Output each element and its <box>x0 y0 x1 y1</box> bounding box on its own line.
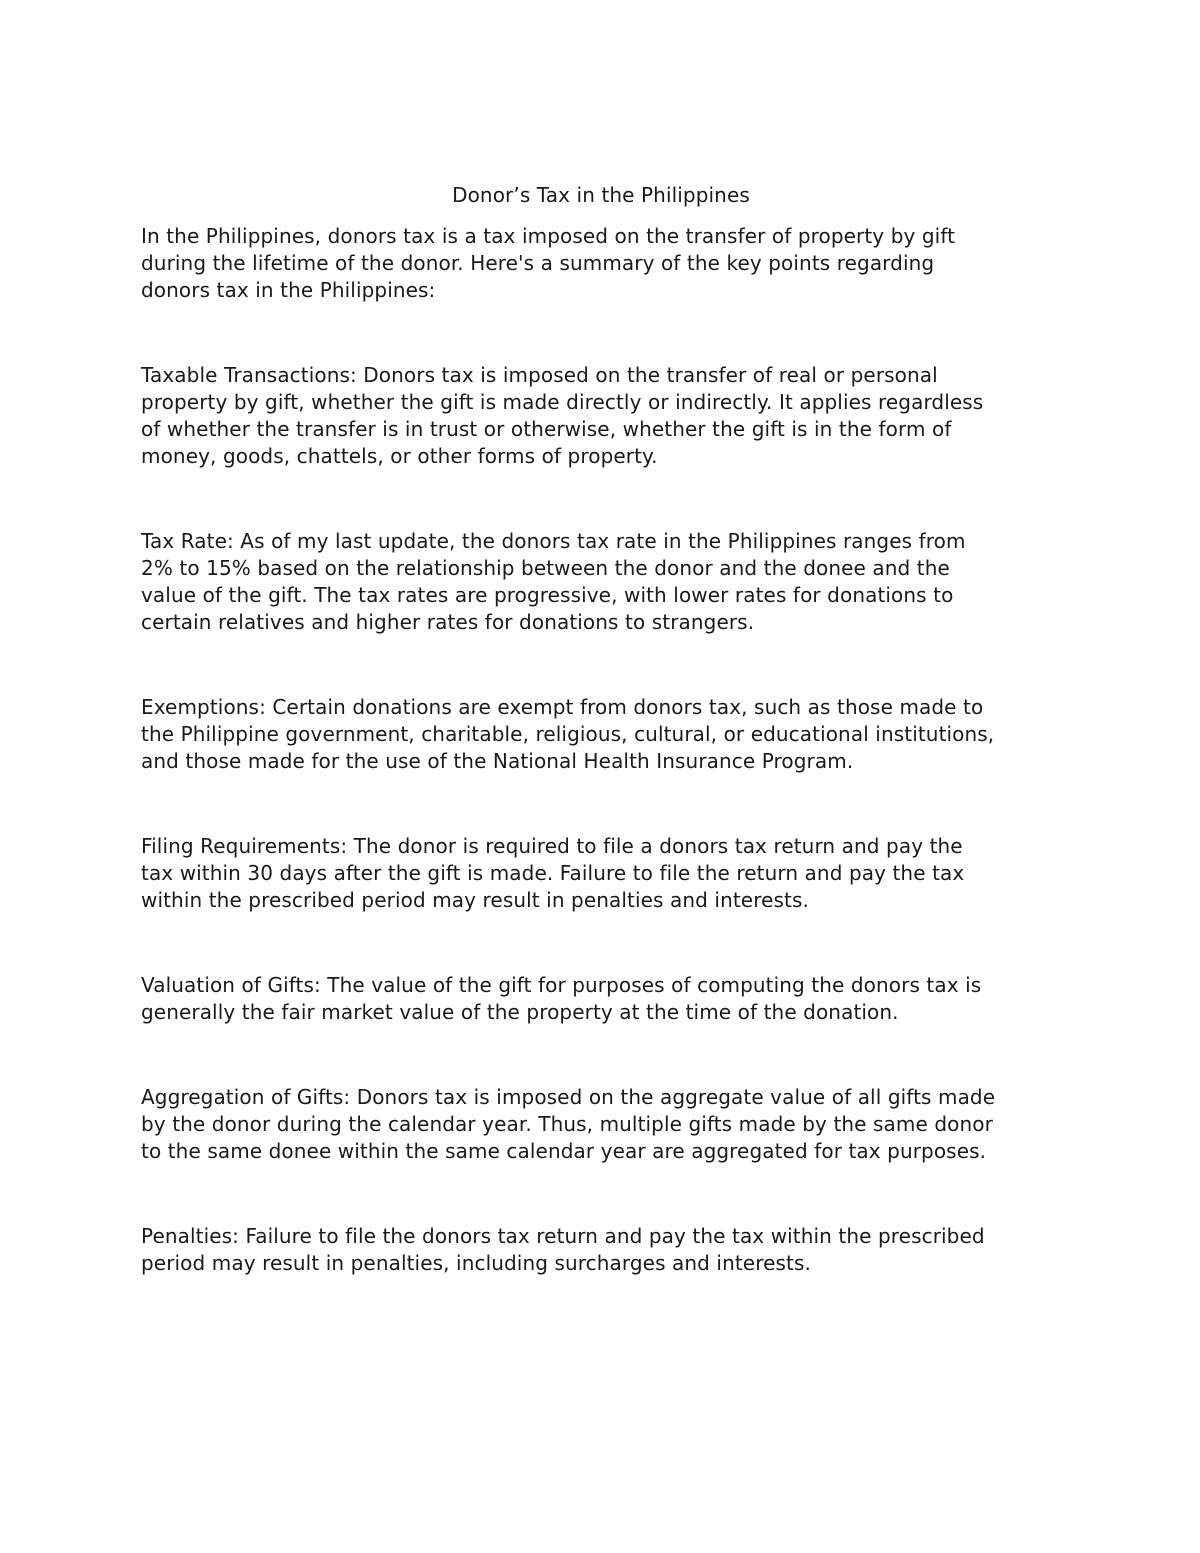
paragraph-line: donors tax in the Philippines: <box>141 278 436 302</box>
document-body <box>141 182 1061 1277</box>
paragraph-line: Exemptions: Certain donations are exempt from donors tax, such as those made to <box>141 695 984 719</box>
paragraph-valuation-of-gifts <box>141 972 1061 1026</box>
document-title: Donor’s Tax in the Philippines <box>452 183 750 207</box>
paragraph-line: the Philippine government, charitable, religious, cultural, or educational institutions, <box>141 722 995 746</box>
paragraph-penalties <box>141 1223 1061 1277</box>
paragraph-line: by the donor during the calendar year. Thus, multiple gifts made by the same donor <box>141 1112 993 1136</box>
paragraph-taxable-transactions <box>141 362 1061 470</box>
paragraph-line: Aggregation of Gifts: Donors tax is imposed on the aggregate value of all gifts made <box>141 1085 996 1109</box>
paragraph-line: to the same donee within the same calendar year are aggregated for tax purposes. <box>141 1139 987 1163</box>
paragraph-line: value of the gift. The tax rates are progressive, with lower rates for donations to <box>141 583 954 607</box>
paragraph-line: Tax Rate: As of my last update, the donors tax rate in the Philippines ranges from <box>141 529 966 553</box>
paragraph-line: generally the fair market value of the property at the time of the donation. <box>141 1000 899 1024</box>
paragraph-filing-requirements <box>141 833 1061 914</box>
paragraph-line: and those made for the use of the National Health Insurance Program. <box>141 749 854 773</box>
paragraph-line: tax within 30 days after the gift is made. Failure to file the return and pay the tax <box>141 861 965 885</box>
paragraph-tax-rate <box>141 528 1061 636</box>
paragraph-line: Taxable Transactions: Donors tax is imposed on the transfer of real or personal <box>141 363 938 387</box>
paragraph-line: In the Philippines, donors tax is a tax imposed on the transfer of property by gift <box>141 224 956 248</box>
paragraph-line: property by gift, whether the gift is made directly or indirectly. It applies regardless <box>141 390 984 414</box>
paragraph-line: period may result in penalties, including surcharges and interests. <box>141 1251 811 1275</box>
paragraph-exemptions <box>141 694 1061 775</box>
paragraph-aggregation-of-gifts <box>141 1084 1061 1165</box>
paragraph-line: during the lifetime of the donor. Here's a summary of the key points regarding <box>141 251 935 275</box>
paragraph-line: Valuation of Gifts: The value of the gift for purposes of computing the donors tax is <box>141 973 982 997</box>
paragraph-line: 2% to 15% based on the relationship between the donor and the donee and the <box>141 556 950 580</box>
paragraph-line: money, goods, chattels, or other forms of property. <box>141 444 658 468</box>
paragraph-line: certain relatives and higher rates for donations to strangers. <box>141 610 755 634</box>
paragraph-intro <box>141 223 1061 304</box>
paragraph-line: within the prescribed period may result in penalties and interests. <box>141 888 809 912</box>
paragraph-line: Filing Requirements: The donor is required to file a donors tax return and pay the <box>141 834 963 858</box>
paragraph-line: Penalties: Failure to file the donors tax return and pay the tax within the prescribed <box>141 1224 985 1248</box>
paragraph-line: of whether the transfer is in trust or otherwise, whether the gift is in the form of <box>141 417 952 441</box>
